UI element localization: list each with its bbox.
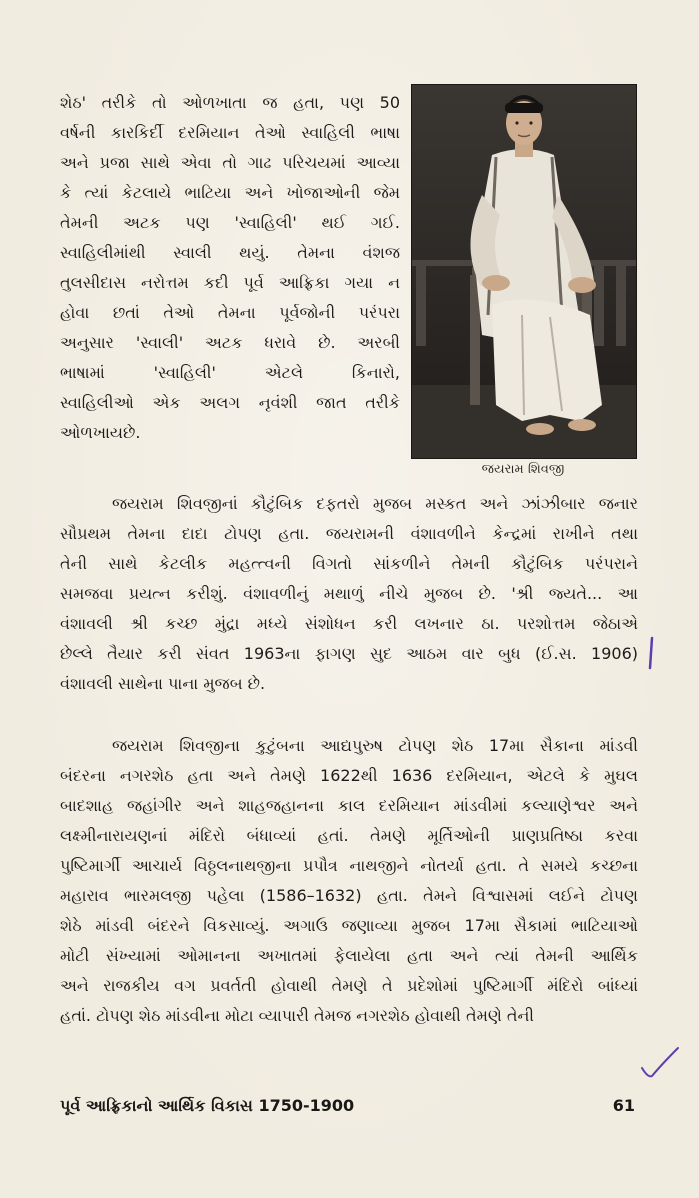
text-line: છેલ્લે તૈયાર કરી સંવત 1963ના ફાગણ સુદ આઠમ વાર બુધ (ઈ.સ. 1906) xyxy=(60,644,638,663)
text-line: બાદશાહ જહાંગીર અને શાહજહાનના કાલ દરમિયાન માંડવીમાં કલ્યાણેશ્વર અને xyxy=(60,796,638,815)
text-line: અનુસાર 'સ્વાલી' અટક ધરાવે છે. અરબી xyxy=(60,333,400,352)
paragraph-2 xyxy=(60,489,638,699)
text-line: ભાષામાં 'સ્વાહિલી' એટલે કિનારો, xyxy=(60,363,400,382)
pen-margin-mark xyxy=(646,636,658,670)
text-line: કે ત્યાં કેટલાયે ભાટિયા અને ખોજાઓની જેમ xyxy=(60,183,400,202)
text-line: મોટી સંખ્યામાં ઓમાનના અખાતમાં ફેલાયેલા હતા અને ત્યાં તેમની આર્થિક xyxy=(60,946,638,965)
text-line: શેઠ' તરીકે તો ઓળખાતા જ હતા, પણ 50 xyxy=(60,93,400,112)
text-line: તુલસીદાસ નરોત્તમ કદી પૂર્વ આફ્રિકા ગયા ન xyxy=(60,273,400,292)
text-line: બંદરના નગરશેઠ હતા અને તેમણે 1622થી 1636 દરમિયાન, એટલે કે મુઘલ xyxy=(60,766,638,785)
text-line: હતાં. ટોપણ શેઠ માંડવીના મોટા વ્યાપારી તેમજ નગરશેઠ હોવાથી તેમણે તેની xyxy=(60,1006,535,1025)
text-line: સમજવા પ્રયત્ન કરીશું. વંશાવળીનું મથાળું નીચે મુજબ છે. 'શ્રી જ્યતે... આ xyxy=(60,584,638,603)
text-line: જયરામ શિવજીના કુટુંબના આદ્યપુરુષ ટોપણ શેઠ 17મા સૈકાના માંડવી xyxy=(112,736,638,755)
running-title: પૂર્વ આફ્રિકાનો આર્થિક વિકાસ 1750-1900 xyxy=(60,1096,355,1115)
paragraph-3 xyxy=(60,731,638,1031)
pen-tick-mark xyxy=(640,1046,680,1082)
page-footer xyxy=(60,1096,635,1116)
text-line: હોવા છતાં તેઓ તેમના પૂર્વજોની પરંપરા xyxy=(60,303,400,322)
text-line: મહારાવ ભારમલજી પહેલા (1586–1632) હતા. તેમને વિશ્વાસમાં લઈને ટોપણ xyxy=(60,886,638,905)
text-line: અને રાજકીય વગ પ્રવર્તતી હોવાથી તેમણે તે પ્રદેશોમાં પુષ્ટિમાર્ગી મંદિરો બાંધ્યાં xyxy=(60,976,638,995)
text-line: સૌપ્રથમ તેમના દાદા ટોપણ હતા. જયરામની વંશાવળીને કેન્દ્રમાં રાખીને તથા xyxy=(60,524,638,543)
text-line: ઓળખાયછે. xyxy=(60,423,141,442)
text-line: જયરામ શિવજીનાં કૌટુંબિક દફતરો મુજબ મસ્કત અને ઝાંઝીબાર જનાર xyxy=(112,494,638,513)
seated-man-drawing xyxy=(412,85,636,458)
text-line: વંશાવલી શ્રી કચ્છ મુંદ્રા મધ્યે સંશોધન કરી લખનાર ઠા. પરશોત્તમ જેઠાએ xyxy=(60,614,638,633)
paragraph-1 xyxy=(60,88,400,448)
text-line: લક્ષ્મીનારાયણનાં મંદિરો બંધાવ્યાં હતાં. તેમણે મૂર્તિઓની પ્રાણપ્રતિષ્ઠા કરવા xyxy=(60,826,638,845)
text-line: શેઠે માંડવી બંદરને વિકસાવ્યું. અગાઉ જણાવ્યા મુજબ 17મા સૈકામાં ભાટિયાઓ xyxy=(60,916,638,935)
figure-caption: જયરામ શિવજી xyxy=(481,462,565,477)
text-line: તેમની અટક પણ 'સ્વાહિલી' થઈ ગઈ. xyxy=(60,213,400,232)
text-line: વંશાવલી સાથેના પાના મુજબ છે. xyxy=(60,674,266,693)
text-line: વર્ષની કારકિર્દી દરમિયાન તેઓ સ્વાહિલી ભાષા xyxy=(60,123,400,142)
text-line: તેની સાથે કેટલીક મહત્ત્વની વિગતો સાંકળીને તેમની કૌટુંબિક પરંપરાને xyxy=(60,554,638,573)
text-line: અને પ્રજા સાથે એવા તો ગાઢ પરિચયમાં આવ્યા xyxy=(60,153,400,172)
text-line: સ્વાહિલીમાંથી સ્વાલી થયું. તેમના વંશજ xyxy=(60,243,400,262)
text-line: સ્વાહિલીઓ એક અલગ નૃવંશી જાત તરીકે xyxy=(60,393,400,412)
portrait-illustration xyxy=(411,84,637,459)
text-line: પુષ્ટિમાર્ગી આચાર્ય વિઠ્ઠલનાથજીના પ્રપૌત્ર નાથજીને નોતર્યા હતા. તે સમયે કચ્છના xyxy=(60,856,638,875)
page-number: 61 xyxy=(612,1096,635,1115)
